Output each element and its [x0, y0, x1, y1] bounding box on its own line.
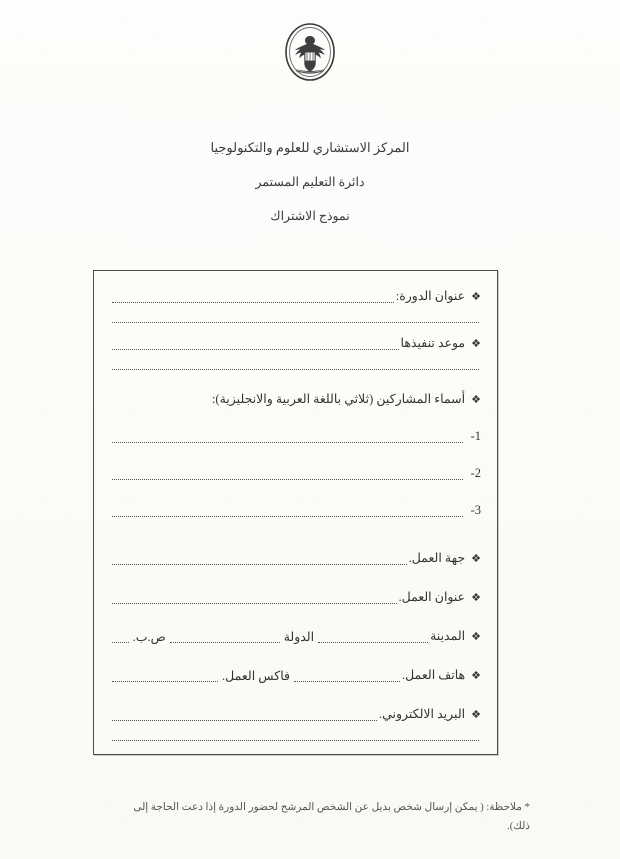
- label-po-box: ص.ب.: [132, 630, 166, 644]
- input-po-box[interactable]: [112, 631, 129, 643]
- input-work-phone[interactable]: [294, 670, 400, 682]
- label-country: الدولة: [283, 630, 315, 644]
- field-participant-names: [110, 388, 481, 408]
- footnote: [82, 798, 530, 836]
- input-participant-2[interactable]: [112, 468, 463, 480]
- field-email[interactable]: [110, 703, 481, 723]
- department-title: دائرة التعليم المستمر: [255, 175, 365, 189]
- field-execution-date[interactable]: [110, 332, 481, 352]
- input-execution-date-line2[interactable]: [112, 356, 479, 370]
- label-work-phone: هاتف العمل.: [402, 668, 466, 683]
- label-participant-names: أسماء المشاركين (ثلاثي باللغة العربية والانجليزية):: [211, 392, 466, 407]
- logo-container: [0, 22, 620, 82]
- input-work-address[interactable]: [112, 592, 397, 604]
- input-city[interactable]: [318, 631, 428, 643]
- footnote-star: *: [524, 801, 530, 813]
- label-city: المدينة: [430, 629, 466, 644]
- footnote-line-1: [82, 798, 530, 817]
- input-execution-date[interactable]: [112, 338, 399, 350]
- diamond-bullet-icon: ❖: [471, 709, 481, 721]
- heading-block: [0, 140, 620, 242]
- label-course-title: عنوان الدورة:: [395, 289, 466, 304]
- input-email[interactable]: [112, 709, 377, 721]
- label-email: البريد الالكتروني.: [378, 707, 466, 722]
- diamond-bullet-icon: ❖: [471, 670, 481, 682]
- registration-form-box: [93, 270, 498, 755]
- participant-number-2: 2-: [470, 466, 481, 480]
- field-city-country-pobox[interactable]: [110, 625, 481, 645]
- diamond-bullet-icon: ❖: [471, 592, 481, 604]
- footnote-text-2: ذلك).: [507, 820, 530, 832]
- participant-number-1: 1-: [470, 429, 481, 443]
- input-course-title[interactable]: [112, 291, 394, 303]
- diamond-bullet-icon: ❖: [471, 291, 481, 303]
- input-employer[interactable]: [112, 553, 407, 565]
- field-employer[interactable]: [110, 547, 481, 567]
- diamond-bullet-icon: ❖: [471, 631, 481, 643]
- footnote-text-1: ملاحظة: ( يمكن إرسال شخص بديل عن الشخص المرشح لحضور الدورة إذا دعت الحاجة إلى: [133, 802, 522, 813]
- participant-row-1[interactable]: [110, 427, 481, 445]
- input-course-title-line2[interactable]: [112, 309, 479, 323]
- participant-row-2[interactable]: [110, 464, 481, 482]
- national-emblem-icon: [283, 22, 337, 82]
- label-execution-date: موعد تنفيذها: [400, 336, 466, 351]
- organization-title: المركز الاستشاري للعلوم والتكنولوجيا: [210, 140, 410, 155]
- field-work-phone-fax[interactable]: [110, 664, 481, 684]
- diamond-bullet-icon: ❖: [471, 394, 481, 406]
- diamond-bullet-icon: ❖: [471, 338, 481, 350]
- input-participant-1[interactable]: [112, 431, 463, 443]
- diamond-bullet-icon: ❖: [471, 553, 481, 565]
- field-work-address[interactable]: [110, 586, 481, 606]
- label-work-fax: فاكس العمل.: [222, 669, 290, 683]
- input-work-fax[interactable]: [112, 670, 218, 682]
- label-employer: جهة العمل.: [408, 551, 466, 566]
- field-course-title[interactable]: [110, 285, 481, 305]
- input-participant-3[interactable]: [112, 505, 463, 517]
- form-title: نموذج الاشتراك: [270, 209, 350, 223]
- participant-row-3[interactable]: [110, 501, 481, 519]
- input-country[interactable]: [170, 631, 280, 643]
- input-email-line2[interactable]: [112, 727, 479, 741]
- participant-number-3: 3-: [470, 503, 481, 517]
- label-work-address: عنوان العمل.: [398, 590, 466, 605]
